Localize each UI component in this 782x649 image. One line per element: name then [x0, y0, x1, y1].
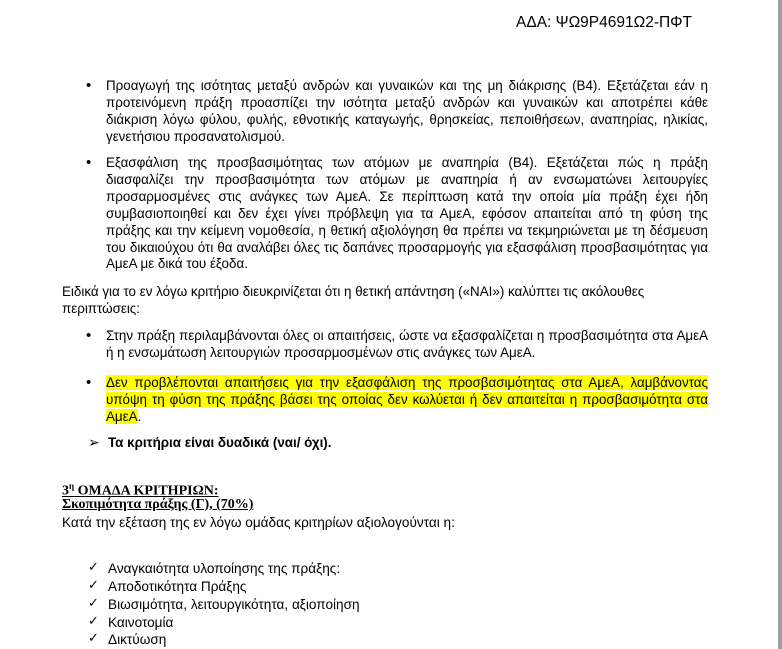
criterion-accessibility-text: Εξασφάλιση της προσβασιμότητας των ατόμων με αναπηρία (Β4). Εξετάζεται πώς η πράξη διασφαλίζει την προσβασιμότητα των ατόμων με αναπηρία ή αν ενσωματώνει λειτουργίες προσαρμοσμένες στις ανάγκες των ΑμεΑ. Σε περίπτωση κατά την οποία μία πράξη έχει ήδη συμβασιοποιηθεί και δεν έχει γίνει πρόβλεψη για τα ΑμεΑ, εφόσον απαιτείται από τη φύση της πράξης και την κείμενη νομοθεσία, η θετική αξιολόγηση θα πρέπει να τεκμηριώνεται με τη δέσμευση του δικαιούχου ότι θα αναλάβει όλες τις δαπάνες προσαρμογής για εξασφάλιση προσβασιμότητας για ΑμεΑ με δικά του έξοδα. [106, 155, 708, 272]
checkmark-icon: ✓ [88, 578, 99, 593]
binary-criteria-note: Τα κριτήρια είναι δυαδικά (ναι/ όχι). [108, 435, 332, 450]
checkmark-icon: ✓ [88, 560, 99, 575]
check-item-necessity: Αναγκαιότητα υλοποίησης της πράξης: [108, 561, 341, 576]
ada-code: ΑΔΑ: ΨΩ9Ρ4691Ω2-ΠΦΤ [516, 14, 693, 31]
check-item-networking: Δικτύωση [108, 632, 167, 647]
criterion-b4-text: Προαγωγή της ισότητας μεταξύ ανδρών και γυναικών και της μη διάκρισης (Β4). Εξετάζεται εάν η προτεινόμενη πράξη προασπίζει την ισότητα μεταξύ ανδρών και γυναικών και αποτρέπει κάθε διάκριση λόγω φύλου, φυλής, εθνοτικής καταγωγής, θρησκείας, πεποιθήσεων, αναπηρίας, ηλικίας, γενετήσιου προσανατολισμού. [106, 78, 708, 144]
bullet-icon: • [86, 374, 92, 391]
case-1-text: Στην πράξη περιλαμβάνονται όλες οι απαιτήσεις, ώστε να εξασφαλίζεται η προσβασιμότητα στα ΑμεΑ ή η ενσωμάτωση λειτουργιών προσαρμοσμένων στις ανάγκες των ΑμεΑ. [106, 328, 708, 360]
group-3-ordinal: η [69, 481, 75, 491]
check-item-efficiency: Αποδοτικότητα Πράξης [108, 579, 247, 594]
page-edge [778, 0, 782, 649]
checkmark-icon: ✓ [88, 596, 99, 611]
clarification-line-1: Ειδικά για το εν λόγω κριτήριο διευκρινίζεται ότι η θετική απάντηση («ΝΑΙ») καλύπτει τις ακόλουθες [62, 284, 645, 299]
arrow-bullet-icon: ➢ [88, 434, 100, 450]
bullet-icon: • [86, 154, 92, 171]
check-item-innovation: Καινοτομία [108, 615, 174, 630]
bullet-icon: • [86, 327, 92, 344]
check-item-sustainability: Βιωσιμότητα, λειτουργικότητα, αξιοποίηση [108, 597, 360, 612]
group-3-title-text: ΟΜΑΔΑ ΚΡΙΤΗΡΙΩΝ: [74, 483, 219, 499]
group-3-subtitle: Σκοπιμότητα πράξης (Γ), (70%) [62, 497, 254, 512]
clarification-line-2: περιπτώσεις: [62, 301, 140, 316]
case-2-text [106, 375, 708, 426]
case-2-period: . [137, 408, 142, 424]
checkmark-icon: ✓ [88, 631, 99, 646]
case-2-highlight: Δεν προβλέπονται απαιτήσεις για την εξασφάλιση της προσβασιμότητας στα ΑμεΑ, λαμβάνοντας υπόψη τη φύση της πράξης βάσει της οποίας δεν κωλύεται ή δεν απαιτείται η προσβασιμότητα στα ΑμεΑ [106, 375, 708, 424]
group-3-number: 3 [62, 483, 69, 499]
bullet-icon: • [86, 77, 92, 94]
group-3-intro: Κατά την εξέταση της εν λόγω ομάδας κριτηρίων αξιολογούνται η: [62, 515, 455, 530]
checkmark-icon: ✓ [88, 614, 99, 629]
